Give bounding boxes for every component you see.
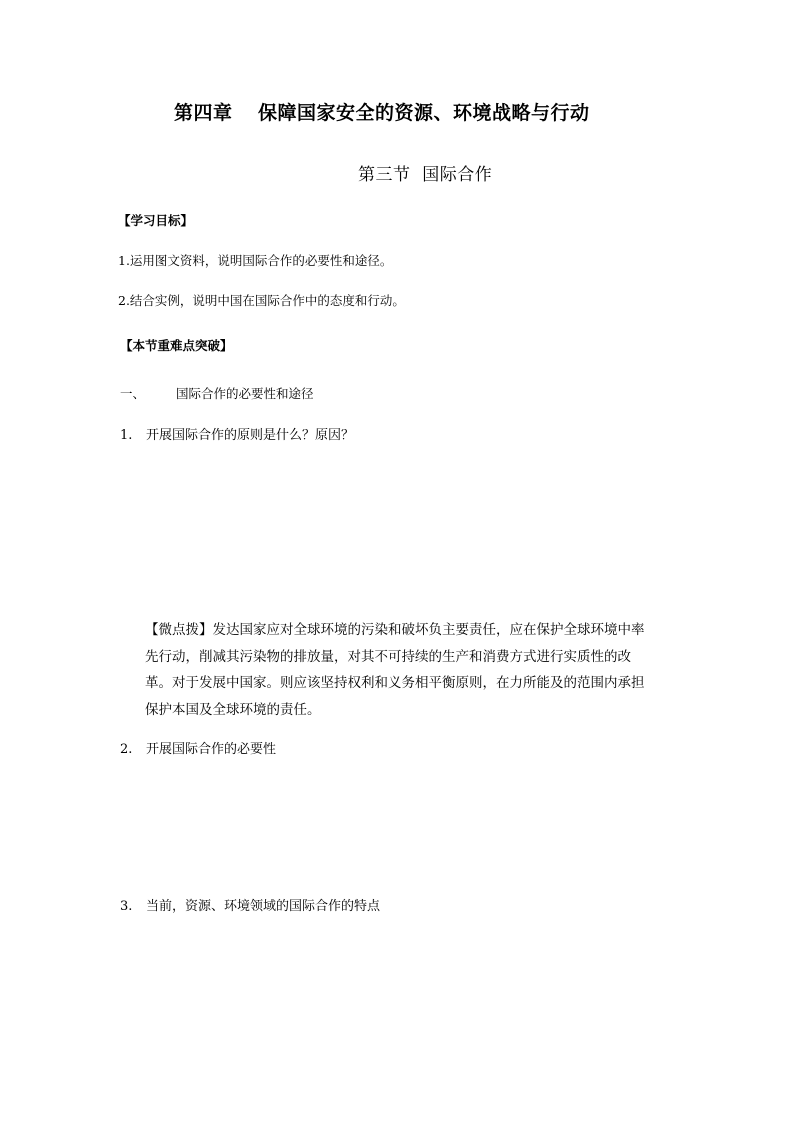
question-1-number: 1. bbox=[120, 428, 133, 443]
question-2-number: 2. bbox=[120, 742, 133, 757]
question-3-text: 当前，资源、环境领域的国际合作的特点 bbox=[146, 899, 381, 914]
part-one-number: 一、 bbox=[120, 386, 146, 401]
objectives-heading: 【学习目标】 bbox=[118, 213, 194, 228]
key-points-heading: 【本节重难点突破】 bbox=[120, 338, 233, 353]
question-3-number: 3. bbox=[120, 899, 133, 914]
objective-item-1: 1.运用图文资料，说明国际合作的必要性和途径。 bbox=[118, 253, 393, 268]
chapter-title bbox=[174, 98, 590, 125]
tip-tag: 【微点拨】 bbox=[145, 622, 213, 638]
section-title: 第三节 国际合作 bbox=[358, 165, 493, 185]
chapter-label: 第四章 bbox=[174, 102, 233, 124]
tip-block bbox=[145, 617, 665, 723]
tip-line-1-text: 发达国家应对全球环境的污染和破坏负主要责任，应在保护全球环境中率 bbox=[212, 622, 645, 638]
question-3 bbox=[120, 895, 380, 914]
question-1 bbox=[120, 424, 354, 443]
objective-item-2: 2.结合实例，说明中国在国际合作中的态度和行动。 bbox=[118, 293, 405, 308]
chapter-title-text: 保障国家安全的资源、环境战略与行动 bbox=[258, 102, 590, 124]
tip-line-2: 先行动，削减其污染物的排放量，对其不可持续的生产和消费方式进行实质性的改 bbox=[145, 648, 631, 665]
question-2-text: 开展国际合作的必要性 bbox=[146, 742, 277, 757]
tip-line-1 bbox=[145, 617, 665, 644]
part-one-title: 国际合作的必要性和途径 bbox=[176, 386, 314, 401]
tip-line-3: 革。对于发展中国家。则应该坚持权利和义务相平衡原则，在力所能及的范围内承担 bbox=[145, 675, 645, 691]
part-one-heading bbox=[120, 384, 314, 402]
tip-line-4: 保护本国及全球环境的责任。 bbox=[145, 701, 321, 718]
question-1-text: 开展国际合作的原则是什么？原因？ bbox=[146, 428, 355, 443]
question-2 bbox=[120, 738, 276, 757]
